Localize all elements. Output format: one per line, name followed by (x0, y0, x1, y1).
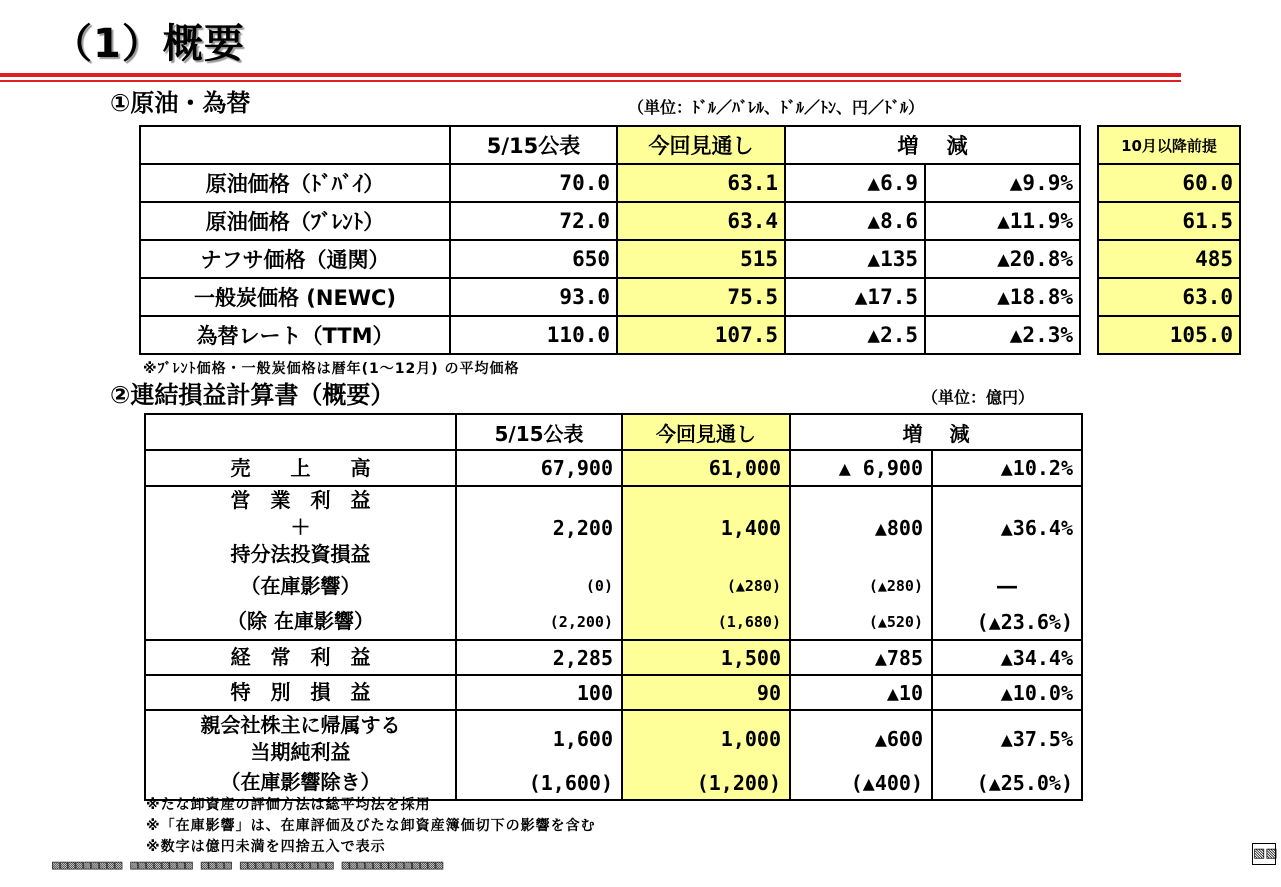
table-row (145, 604, 1082, 640)
diff-cell: (▲400) (790, 766, 932, 800)
section2-note-2: ※「在庫影響」は、在庫評価及びたな卸資産簿価切下の影響を含む (146, 818, 596, 834)
assumption-value: 61.5 (1098, 202, 1240, 240)
assumption-header: 10月以降前提 (1098, 126, 1240, 164)
row-label: 売 上 高 (145, 450, 456, 486)
page-number: ▧▧ (1252, 843, 1276, 865)
assumption-table (1097, 125, 1241, 355)
announced-cell: 2,200 (456, 486, 622, 568)
footer-text: ▧▧▧▧▧▧▧▧▧ ▧▧▧▧▧▧▧▧ ▧▧▧▧ ▧▧▧▧▧▧▧▧▧▧▧▧ ▧▧▧▧▧▧▧▧▧▧▧▧▧ (52, 858, 444, 873)
section2-note-1: ※たな卸資産の評価方法は総平均法を採用 (146, 797, 431, 813)
pct-cell: (▲25.0%) (932, 766, 1082, 800)
section1-unit: （単位：ﾄﾞﾙ／ﾊﾞﾚﾙ、ﾄﾞﾙ／ﾄﾝ、円／ﾄﾞﾙ） (628, 98, 925, 117)
table-row (140, 240, 1080, 278)
forecast-cell: 1,400 (622, 486, 790, 568)
announced-cell: 650 (450, 240, 617, 278)
pct-cell: ▲9.9% (925, 164, 1080, 202)
section1-note: ※ﾌﾞﾚﾝﾄ価格・一般炭価格は暦年(1～12月) の平均価格 (143, 361, 520, 377)
assumption-value: 60.0 (1098, 164, 1240, 202)
announced-cell: 70.0 (450, 164, 617, 202)
diff-cell: (▲520) (790, 604, 932, 640)
assumption-value: 63.0 (1098, 278, 1240, 316)
table-row (145, 486, 1082, 568)
row-label: 特 別 損 益 (145, 675, 456, 710)
announced-cell: 72.0 (450, 202, 617, 240)
pct-cell: ▲10.2% (932, 450, 1082, 486)
diff-cell: ▲800 (790, 486, 932, 568)
title-rule-thin (0, 80, 1181, 82)
diff-cell: ▲135 (785, 240, 925, 278)
announced-cell: (0) (456, 568, 622, 604)
diff-cell: ▲600 (790, 710, 932, 766)
pct-cell: ▲10.0% (932, 675, 1082, 710)
announced-cell: (2,200) (456, 604, 622, 640)
pct-cell: ― (932, 568, 1082, 604)
table-header-row (140, 126, 1080, 164)
header-change: 増 減 (785, 126, 1080, 164)
table-row (140, 164, 1080, 202)
announced-cell: 1,600 (456, 710, 622, 766)
pct-cell: ▲2.3% (925, 316, 1080, 354)
header-forecast: 今回見通し (622, 414, 790, 450)
diff-cell: ▲2.5 (785, 316, 925, 354)
diff-cell: ▲8.6 (785, 202, 925, 240)
table-row (140, 278, 1080, 316)
section2-note-3: ※数字は億円未満を四捨五入で表示 (146, 839, 386, 855)
section2-unit: （単位：億円） (922, 388, 1035, 407)
forecast-cell: 61,000 (622, 450, 790, 486)
announced-cell: 67,900 (456, 450, 622, 486)
pct-cell: ▲11.9% (925, 202, 1080, 240)
title-rule (0, 73, 1181, 77)
diff-cell: ▲785 (790, 640, 932, 675)
row-label: ナフサ価格（通関） (140, 240, 450, 278)
income-statement-table (144, 413, 1083, 801)
announced-cell: 100 (456, 675, 622, 710)
header-blank (140, 126, 450, 164)
table-row (145, 450, 1082, 486)
assumption-value: 485 (1098, 240, 1240, 278)
forecast-cell: 90 (622, 675, 790, 710)
op-label-line2: ＋ (290, 515, 311, 539)
row-label (145, 486, 456, 568)
row-label: （除 在庫影響） (145, 604, 456, 640)
row-label: 原油価格（ﾌﾞﾚﾝﾄ） (140, 202, 450, 240)
row-label: 為替レート（TTM） (140, 316, 450, 354)
forecast-cell: 1,500 (622, 640, 790, 675)
diff-cell: ▲6.9 (785, 164, 925, 202)
table-row (140, 316, 1080, 354)
section1-title: ①原油・為替 (110, 89, 251, 117)
header-announced: 5/15公表 (456, 414, 622, 450)
diff-cell: ▲10 (790, 675, 932, 710)
row-label: （在庫影響除き） (145, 766, 456, 800)
forecast-cell: (1,200) (622, 766, 790, 800)
diff-cell: ▲ 6,900 (790, 450, 932, 486)
announced-cell: 93.0 (450, 278, 617, 316)
pct-cell: ▲18.8% (925, 278, 1080, 316)
header-change: 増 減 (790, 414, 1082, 450)
header-forecast: 今回見通し (617, 126, 785, 164)
forecast-cell: (1,680) (622, 604, 790, 640)
pct-cell: ▲20.8% (925, 240, 1080, 278)
table-row (145, 568, 1082, 604)
net-label-line2: 当期純利益 (250, 739, 351, 764)
announced-cell: 110.0 (450, 316, 617, 354)
net-label-line1: 親会社株主に帰属する (200, 712, 401, 737)
forecast-cell: (▲280) (622, 568, 790, 604)
row-label: 一般炭価格 (NEWC) (140, 278, 450, 316)
table-row (145, 710, 1082, 766)
forecast-cell: 107.5 (617, 316, 785, 354)
row-label (145, 710, 456, 766)
diff-cell: ▲17.5 (785, 278, 925, 316)
header-blank (145, 414, 456, 450)
crude-fx-table (139, 125, 1081, 355)
pct-cell: (▲23.6%) (932, 604, 1082, 640)
table-header-row (145, 414, 1082, 450)
row-label: 経 常 利 益 (145, 640, 456, 675)
announced-cell: 2,285 (456, 640, 622, 675)
table-row (145, 640, 1082, 675)
forecast-cell: 75.5 (617, 278, 785, 316)
forecast-cell: 515 (617, 240, 785, 278)
op-label-line1: 営 業 利 益 (230, 488, 371, 512)
section2-title: ②連結損益計算書（概要） (110, 381, 395, 409)
forecast-cell: 63.4 (617, 202, 785, 240)
op-label-line3: 持分法投資損益 (230, 542, 371, 566)
forecast-cell: 1,000 (622, 710, 790, 766)
header-announced: 5/15公表 (450, 126, 617, 164)
table-row (145, 766, 1082, 800)
diff-cell: (▲280) (790, 568, 932, 604)
pct-cell: ▲37.5% (932, 710, 1082, 766)
row-label: 原油価格（ﾄﾞﾊﾞｲ） (140, 164, 450, 202)
row-label: （在庫影響） (145, 568, 456, 604)
pct-cell: ▲34.4% (932, 640, 1082, 675)
table-row (140, 202, 1080, 240)
forecast-cell: 63.1 (617, 164, 785, 202)
announced-cell: (1,600) (456, 766, 622, 800)
page-title: （1）概要 (52, 21, 245, 67)
table-row (145, 675, 1082, 710)
pct-cell: ▲36.4% (932, 486, 1082, 568)
assumption-value: 105.0 (1098, 316, 1240, 354)
